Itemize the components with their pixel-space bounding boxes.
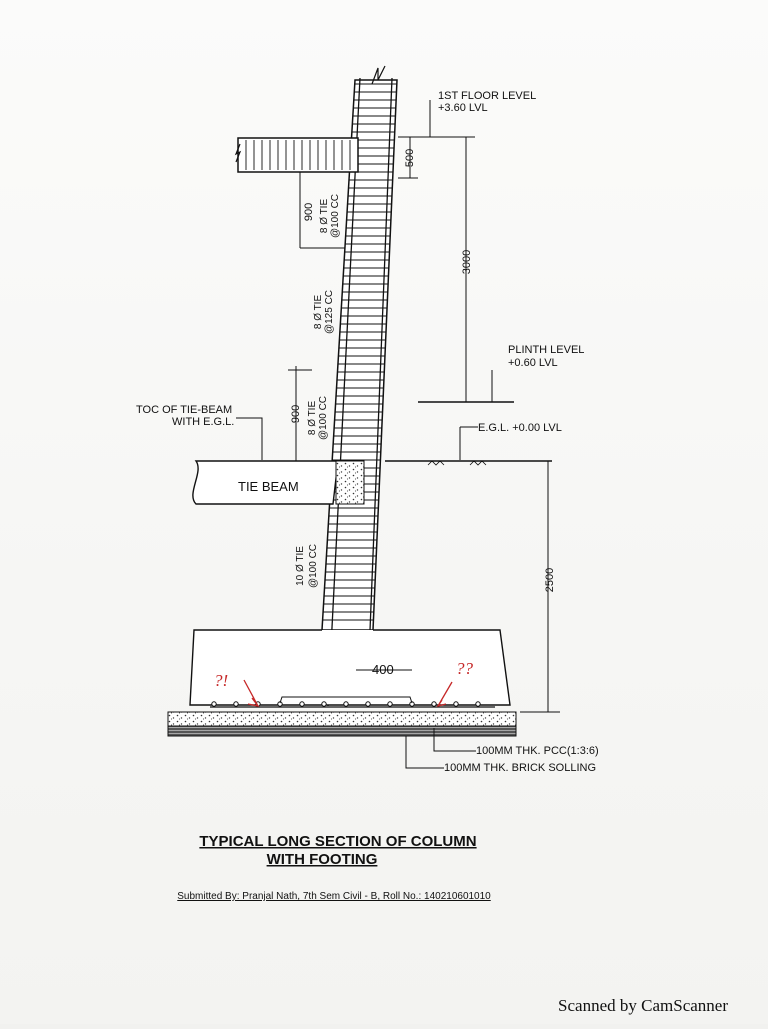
footing-bar <box>432 702 436 706</box>
first-floor-level: +3.60 LVL <box>438 102 488 114</box>
dim-400: 400 <box>372 662 394 677</box>
brick-label: 100MM THK. BRICK SOLLING <box>444 762 597 774</box>
egl-label: E.G.L. +0.00 LVL <box>478 422 562 434</box>
tie-mid-line2: @125 CC <box>324 289 335 335</box>
footing-bar <box>366 702 370 706</box>
tie-low-line1: 8 Ø TIE <box>307 400 318 436</box>
dim-2500: 2500 <box>544 567 556 593</box>
submitted-by: Submitted By: Pranjal Nath, 7th Sem Civil - B, Roll No.: 140210601010 <box>177 891 491 902</box>
dim-500: 500 <box>404 148 416 168</box>
camscanner-footer: Scanned by CamScanner <box>558 996 728 1015</box>
footing-bar <box>476 702 480 706</box>
floor-beam <box>236 138 358 172</box>
toc-label-line1: TOC OF TIE-BEAM <box>136 404 233 416</box>
pcc-layer <box>168 712 516 726</box>
footing-bar <box>212 702 216 706</box>
drawing-title-line1: TYPICAL LONG SECTION OF COLUMN <box>199 833 477 850</box>
red-question-right: ?? <box>456 659 473 678</box>
tie-beam-label: TIE BEAM <box>238 479 299 494</box>
footing-bar <box>344 702 348 706</box>
footing-bar <box>454 702 458 706</box>
tie-top-line1: 8 Ø TIE <box>319 198 330 234</box>
tie-low-line2: @100 CC <box>318 395 329 441</box>
tie-mid-line1: 8 Ø TIE <box>313 294 324 330</box>
plinth-level: +0.60 LVL <box>508 357 558 369</box>
footing-bar <box>300 702 304 706</box>
tie-top-line2: @100 CC <box>330 193 341 239</box>
drawing-title-line2: WITH FOOTING <box>266 851 378 868</box>
footing-bar <box>388 702 392 706</box>
footing-bar <box>234 702 238 706</box>
first-floor-label: 1ST FLOOR LEVEL <box>438 90 537 102</box>
dim-900-bottom: 900 <box>290 404 302 424</box>
brick-solling-layer <box>168 726 516 736</box>
toc-label-line2: WITH E.G.L. <box>172 416 235 428</box>
tie-base-line2: @100 CC <box>308 543 319 589</box>
dim-3000: 3000 <box>461 249 473 275</box>
red-question-left: ?! <box>214 671 229 690</box>
plinth-label: PLINTH LEVEL <box>508 344 585 356</box>
dim-900-top: 900 <box>303 202 315 222</box>
tie-base-line1: 10 Ø TIE <box>295 546 306 586</box>
footing-bar <box>322 702 326 706</box>
pcc-label: 100MM THK. PCC(1:3:6) <box>476 745 599 757</box>
